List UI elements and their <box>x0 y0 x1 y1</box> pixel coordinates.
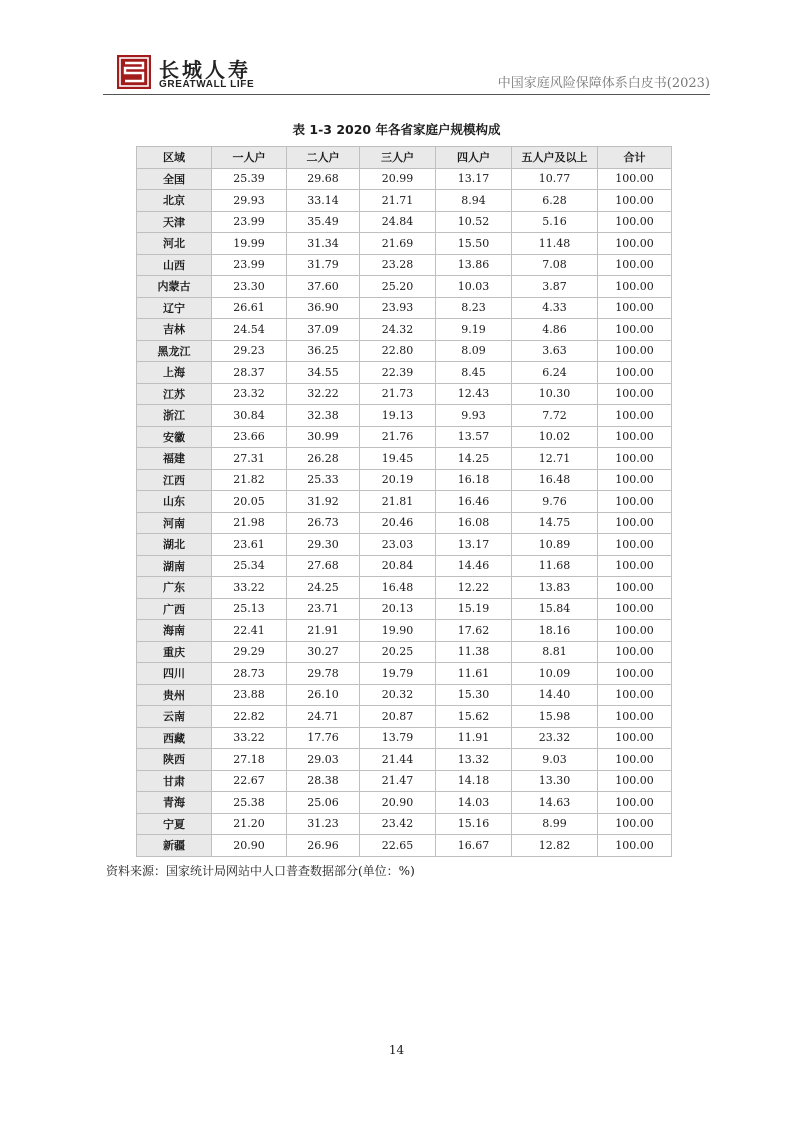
value-cell: 19.90 <box>360 620 436 642</box>
value-cell: 23.32 <box>512 727 598 749</box>
value-cell: 29.23 <box>212 340 287 362</box>
value-cell: 100.00 <box>598 362 672 384</box>
value-cell: 15.19 <box>436 598 512 620</box>
value-cell: 33.22 <box>212 577 287 599</box>
column-header: 区域 <box>137 147 212 169</box>
value-cell: 3.87 <box>512 276 598 298</box>
value-cell: 20.90 <box>360 792 436 814</box>
value-cell: 28.37 <box>212 362 287 384</box>
value-cell: 25.13 <box>212 598 287 620</box>
great-wall-logo-icon <box>117 55 151 89</box>
value-cell: 8.09 <box>436 340 512 362</box>
value-cell: 26.73 <box>287 512 360 534</box>
table-row <box>137 254 672 276</box>
value-cell: 15.84 <box>512 598 598 620</box>
region-cell: 四川 <box>137 663 212 685</box>
value-cell: 11.91 <box>436 727 512 749</box>
value-cell: 100.00 <box>598 276 672 298</box>
table-row <box>137 641 672 663</box>
value-cell: 24.71 <box>287 706 360 728</box>
value-cell: 8.45 <box>436 362 512 384</box>
value-cell: 19.13 <box>360 405 436 427</box>
region-cell: 黑龙江 <box>137 340 212 362</box>
value-cell: 7.08 <box>512 254 598 276</box>
value-cell: 26.10 <box>287 684 360 706</box>
value-cell: 100.00 <box>598 383 672 405</box>
value-cell: 14.46 <box>436 555 512 577</box>
value-cell: 10.09 <box>512 663 598 685</box>
value-cell: 20.99 <box>360 168 436 190</box>
value-cell: 25.38 <box>212 792 287 814</box>
table-row <box>137 491 672 513</box>
value-cell: 20.32 <box>360 684 436 706</box>
value-cell: 23.28 <box>360 254 436 276</box>
value-cell: 9.19 <box>436 319 512 341</box>
table-body <box>137 168 672 856</box>
value-cell: 100.00 <box>598 211 672 233</box>
table-row <box>137 706 672 728</box>
value-cell: 13.17 <box>436 168 512 190</box>
value-cell: 28.38 <box>287 770 360 792</box>
value-cell: 6.24 <box>512 362 598 384</box>
value-cell: 29.78 <box>287 663 360 685</box>
table-header-row <box>137 147 672 169</box>
value-cell: 9.03 <box>512 749 598 771</box>
value-cell: 100.00 <box>598 727 672 749</box>
value-cell: 100.00 <box>598 598 672 620</box>
value-cell: 17.76 <box>287 727 360 749</box>
value-cell: 100.00 <box>598 684 672 706</box>
value-cell: 23.42 <box>360 813 436 835</box>
value-cell: 16.08 <box>436 512 512 534</box>
column-header: 合计 <box>598 147 672 169</box>
region-cell: 新疆 <box>137 835 212 857</box>
value-cell: 25.33 <box>287 469 360 491</box>
region-cell: 甘肃 <box>137 770 212 792</box>
value-cell: 13.86 <box>436 254 512 276</box>
value-cell: 21.98 <box>212 512 287 534</box>
value-cell: 100.00 <box>598 448 672 470</box>
value-cell: 27.18 <box>212 749 287 771</box>
region-cell: 内蒙古 <box>137 276 212 298</box>
region-cell: 河南 <box>137 512 212 534</box>
value-cell: 14.03 <box>436 792 512 814</box>
value-cell: 4.86 <box>512 319 598 341</box>
region-cell: 云南 <box>137 706 212 728</box>
value-cell: 100.00 <box>598 340 672 362</box>
table-row <box>137 727 672 749</box>
value-cell: 100.00 <box>598 297 672 319</box>
value-cell: 20.84 <box>360 555 436 577</box>
value-cell: 14.40 <box>512 684 598 706</box>
value-cell: 13.83 <box>512 577 598 599</box>
value-cell: 21.69 <box>360 233 436 255</box>
value-cell: 22.67 <box>212 770 287 792</box>
table-row <box>137 340 672 362</box>
value-cell: 31.92 <box>287 491 360 513</box>
value-cell: 12.71 <box>512 448 598 470</box>
region-cell: 吉林 <box>137 319 212 341</box>
region-cell: 湖北 <box>137 534 212 556</box>
table-row <box>137 190 672 212</box>
table-row <box>137 319 672 341</box>
region-cell: 安徽 <box>137 426 212 448</box>
region-cell: 湖南 <box>137 555 212 577</box>
region-cell: 上海 <box>137 362 212 384</box>
value-cell: 19.99 <box>212 233 287 255</box>
value-cell: 16.46 <box>436 491 512 513</box>
value-cell: 24.25 <box>287 577 360 599</box>
value-cell: 4.33 <box>512 297 598 319</box>
value-cell: 100.00 <box>598 577 672 599</box>
value-cell: 8.81 <box>512 641 598 663</box>
value-cell: 22.82 <box>212 706 287 728</box>
region-cell: 广西 <box>137 598 212 620</box>
value-cell: 29.93 <box>212 190 287 212</box>
value-cell: 20.87 <box>360 706 436 728</box>
value-cell: 8.23 <box>436 297 512 319</box>
value-cell: 22.80 <box>360 340 436 362</box>
value-cell: 6.28 <box>512 190 598 212</box>
value-cell: 100.00 <box>598 663 672 685</box>
value-cell: 21.44 <box>360 749 436 771</box>
value-cell: 31.23 <box>287 813 360 835</box>
region-cell: 贵州 <box>137 684 212 706</box>
value-cell: 14.63 <box>512 792 598 814</box>
value-cell: 100.00 <box>598 641 672 663</box>
column-header: 四人户 <box>436 147 512 169</box>
value-cell: 29.29 <box>212 641 287 663</box>
value-cell: 11.61 <box>436 663 512 685</box>
value-cell: 23.03 <box>360 534 436 556</box>
value-cell: 13.79 <box>360 727 436 749</box>
value-cell: 23.66 <box>212 426 287 448</box>
value-cell: 32.22 <box>287 383 360 405</box>
value-cell: 100.00 <box>598 319 672 341</box>
value-cell: 14.18 <box>436 770 512 792</box>
value-cell: 8.99 <box>512 813 598 835</box>
page-header <box>103 52 710 95</box>
value-cell: 100.00 <box>598 555 672 577</box>
table-row <box>137 512 672 534</box>
table-row <box>137 555 672 577</box>
value-cell: 25.06 <box>287 792 360 814</box>
value-cell: 100.00 <box>598 426 672 448</box>
value-cell: 10.89 <box>512 534 598 556</box>
value-cell: 23.71 <box>287 598 360 620</box>
value-cell: 10.52 <box>436 211 512 233</box>
value-cell: 21.82 <box>212 469 287 491</box>
value-cell: 10.77 <box>512 168 598 190</box>
column-header: 二人户 <box>287 147 360 169</box>
table-row <box>137 233 672 255</box>
value-cell: 21.81 <box>360 491 436 513</box>
household-size-table <box>136 146 672 857</box>
value-cell: 21.73 <box>360 383 436 405</box>
value-cell: 15.98 <box>512 706 598 728</box>
region-cell: 江苏 <box>137 383 212 405</box>
region-cell: 重庆 <box>137 641 212 663</box>
value-cell: 10.02 <box>512 426 598 448</box>
value-cell: 20.90 <box>212 835 287 857</box>
table-row <box>137 598 672 620</box>
table-row <box>137 362 672 384</box>
value-cell: 23.93 <box>360 297 436 319</box>
region-cell: 全国 <box>137 168 212 190</box>
value-cell: 37.60 <box>287 276 360 298</box>
region-cell: 海南 <box>137 620 212 642</box>
region-cell: 浙江 <box>137 405 212 427</box>
source-note: 资料来源：国家统计局网站中人口普查数据部分(单位：%) <box>106 864 415 878</box>
table-row <box>137 792 672 814</box>
table-row <box>137 448 672 470</box>
value-cell: 29.30 <box>287 534 360 556</box>
value-cell: 30.27 <box>287 641 360 663</box>
table-row <box>137 684 672 706</box>
column-header: 三人户 <box>360 147 436 169</box>
value-cell: 28.73 <box>212 663 287 685</box>
value-cell: 14.25 <box>436 448 512 470</box>
value-cell: 27.31 <box>212 448 287 470</box>
table-row <box>137 405 672 427</box>
value-cell: 11.38 <box>436 641 512 663</box>
value-cell: 3.63 <box>512 340 598 362</box>
value-cell: 15.30 <box>436 684 512 706</box>
value-cell: 100.00 <box>598 254 672 276</box>
value-cell: 15.50 <box>436 233 512 255</box>
value-cell: 37.09 <box>287 319 360 341</box>
value-cell: 16.48 <box>512 469 598 491</box>
value-cell: 13.17 <box>436 534 512 556</box>
value-cell: 23.61 <box>212 534 287 556</box>
region-cell: 辽宁 <box>137 297 212 319</box>
table-row <box>137 211 672 233</box>
value-cell: 17.62 <box>436 620 512 642</box>
value-cell: 11.48 <box>512 233 598 255</box>
value-cell: 25.20 <box>360 276 436 298</box>
column-header: 五人户及以上 <box>512 147 598 169</box>
value-cell: 10.30 <box>512 383 598 405</box>
value-cell: 33.22 <box>212 727 287 749</box>
value-cell: 100.00 <box>598 534 672 556</box>
value-cell: 21.76 <box>360 426 436 448</box>
value-cell: 11.68 <box>512 555 598 577</box>
value-cell: 26.28 <box>287 448 360 470</box>
value-cell: 100.00 <box>598 620 672 642</box>
value-cell: 100.00 <box>598 706 672 728</box>
value-cell: 36.25 <box>287 340 360 362</box>
value-cell: 16.18 <box>436 469 512 491</box>
value-cell: 27.68 <box>287 555 360 577</box>
value-cell: 16.67 <box>436 835 512 857</box>
region-cell: 山西 <box>137 254 212 276</box>
value-cell: 31.34 <box>287 233 360 255</box>
value-cell: 100.00 <box>598 770 672 792</box>
region-cell: 江西 <box>137 469 212 491</box>
table-row <box>137 577 672 599</box>
table-row <box>137 813 672 835</box>
value-cell: 100.00 <box>598 190 672 212</box>
value-cell: 24.32 <box>360 319 436 341</box>
region-cell: 北京 <box>137 190 212 212</box>
value-cell: 25.39 <box>212 168 287 190</box>
region-cell: 陕西 <box>137 749 212 771</box>
table-row <box>137 770 672 792</box>
value-cell: 30.99 <box>287 426 360 448</box>
value-cell: 7.72 <box>512 405 598 427</box>
value-cell: 23.32 <box>212 383 287 405</box>
value-cell: 9.76 <box>512 491 598 513</box>
value-cell: 25.34 <box>212 555 287 577</box>
value-cell: 29.03 <box>287 749 360 771</box>
table-row <box>137 749 672 771</box>
value-cell: 12.43 <box>436 383 512 405</box>
value-cell: 9.93 <box>436 405 512 427</box>
value-cell: 32.38 <box>287 405 360 427</box>
value-cell: 10.03 <box>436 276 512 298</box>
value-cell: 35.49 <box>287 211 360 233</box>
region-cell: 青海 <box>137 792 212 814</box>
value-cell: 31.79 <box>287 254 360 276</box>
table-row <box>137 168 672 190</box>
value-cell: 23.88 <box>212 684 287 706</box>
value-cell: 100.00 <box>598 233 672 255</box>
value-cell: 15.62 <box>436 706 512 728</box>
value-cell: 30.84 <box>212 405 287 427</box>
region-cell: 宁夏 <box>137 813 212 835</box>
value-cell: 29.68 <box>287 168 360 190</box>
table-title: 表 1-3 2020 年各省家庭户规模构成 <box>292 122 501 137</box>
value-cell: 100.00 <box>598 813 672 835</box>
value-cell: 23.99 <box>212 211 287 233</box>
table-row <box>137 835 672 857</box>
value-cell: 12.22 <box>436 577 512 599</box>
page-number: 14 <box>388 1043 405 1057</box>
value-cell: 26.61 <box>212 297 287 319</box>
value-cell: 15.16 <box>436 813 512 835</box>
value-cell: 21.91 <box>287 620 360 642</box>
value-cell: 20.46 <box>360 512 436 534</box>
value-cell: 20.05 <box>212 491 287 513</box>
value-cell: 8.94 <box>436 190 512 212</box>
value-cell: 20.19 <box>360 469 436 491</box>
table-row <box>137 426 672 448</box>
table-row <box>137 534 672 556</box>
value-cell: 19.45 <box>360 448 436 470</box>
table-row <box>137 663 672 685</box>
value-cell: 14.75 <box>512 512 598 534</box>
logo-text-english: GREATWALL LIFE <box>159 79 255 90</box>
value-cell: 100.00 <box>598 792 672 814</box>
value-cell: 100.00 <box>598 469 672 491</box>
table-row <box>137 276 672 298</box>
value-cell: 100.00 <box>598 168 672 190</box>
document-title: 中国家庭风险保障体系白皮书(2023) <box>497 76 710 91</box>
value-cell: 12.82 <box>512 835 598 857</box>
value-cell: 36.90 <box>287 297 360 319</box>
value-cell: 26.96 <box>287 835 360 857</box>
value-cell: 24.54 <box>212 319 287 341</box>
value-cell: 100.00 <box>598 405 672 427</box>
value-cell: 16.48 <box>360 577 436 599</box>
region-cell: 广东 <box>137 577 212 599</box>
value-cell: 20.25 <box>360 641 436 663</box>
value-cell: 21.47 <box>360 770 436 792</box>
column-header: 一人户 <box>212 147 287 169</box>
value-cell: 13.32 <box>436 749 512 771</box>
value-cell: 19.79 <box>360 663 436 685</box>
region-cell: 山东 <box>137 491 212 513</box>
value-cell: 13.57 <box>436 426 512 448</box>
table-row <box>137 383 672 405</box>
value-cell: 22.41 <box>212 620 287 642</box>
value-cell: 34.55 <box>287 362 360 384</box>
value-cell: 18.16 <box>512 620 598 642</box>
region-cell: 天津 <box>137 211 212 233</box>
table-row <box>137 469 672 491</box>
value-cell: 22.65 <box>360 835 436 857</box>
region-cell: 河北 <box>137 233 212 255</box>
value-cell: 24.84 <box>360 211 436 233</box>
value-cell: 21.71 <box>360 190 436 212</box>
table-row <box>137 620 672 642</box>
value-cell: 33.14 <box>287 190 360 212</box>
value-cell: 21.20 <box>212 813 287 835</box>
value-cell: 100.00 <box>598 491 672 513</box>
value-cell: 100.00 <box>598 749 672 771</box>
region-cell: 西藏 <box>137 727 212 749</box>
value-cell: 100.00 <box>598 512 672 534</box>
region-cell: 福建 <box>137 448 212 470</box>
value-cell: 100.00 <box>598 835 672 857</box>
value-cell: 5.16 <box>512 211 598 233</box>
value-cell: 22.39 <box>360 362 436 384</box>
value-cell: 20.13 <box>360 598 436 620</box>
value-cell: 23.30 <box>212 276 287 298</box>
value-cell: 13.30 <box>512 770 598 792</box>
logo-text: 长城人寿 <box>159 58 251 82</box>
value-cell: 23.99 <box>212 254 287 276</box>
table-row <box>137 297 672 319</box>
